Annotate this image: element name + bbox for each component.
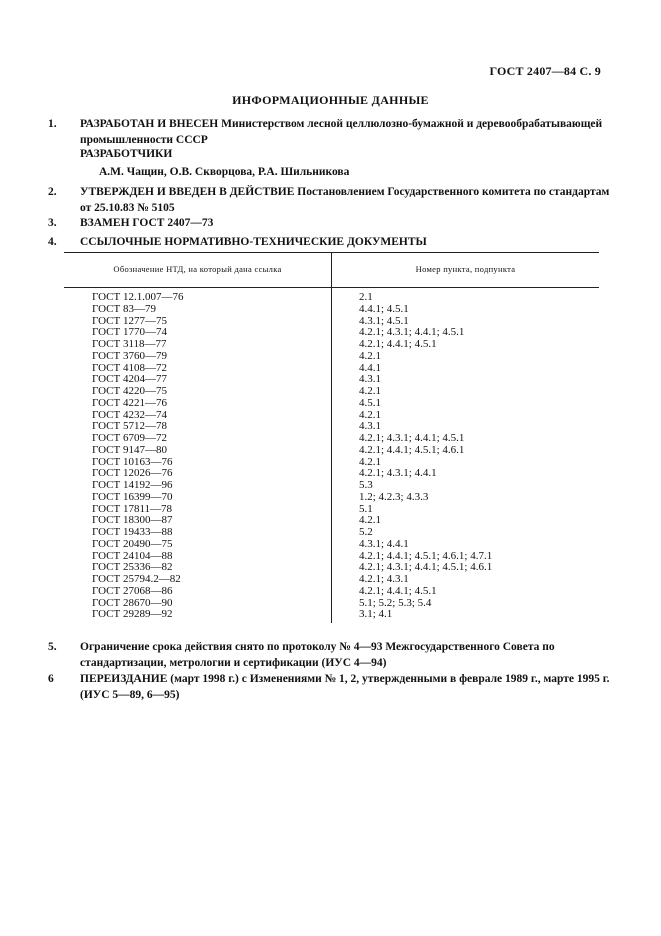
- table-cell-document: ГОСТ 83—79: [92, 302, 156, 315]
- table-header-document: Обозначение НТД, на который дана ссылка: [113, 264, 282, 274]
- table-cell-clauses: 4.2.1: [359, 349, 381, 362]
- section-6-number: 6: [48, 673, 54, 685]
- page-header: ГОСТ 2407—84 С. 9: [489, 64, 601, 78]
- table-cell-document: ГОСТ 24104—88: [92, 549, 173, 562]
- table-cell-clauses: 4.2.1; 4.3.1; 4.4.1: [359, 467, 437, 480]
- table-cell-document: ГОСТ 20490—75: [92, 537, 173, 550]
- developers-names: А.М. Чащин, О.В. Скворцова, Р.А. Шильникова: [99, 166, 350, 178]
- table-cell-clauses: 4.3.1: [359, 373, 381, 386]
- section-3-number: 3.: [48, 217, 57, 229]
- table-cell-document: ГОСТ 14192—96: [92, 479, 173, 491]
- table-column-clauses: [359, 292, 492, 621]
- table-cell-document: ГОСТ 16399—70: [92, 490, 173, 503]
- section-4: [48, 234, 618, 250]
- table-cell-document: ГОСТ 17811—78: [92, 502, 173, 515]
- table-cell-document: ГОСТ 4204—77: [92, 373, 167, 386]
- table-cell-clauses: 4.2.1: [359, 385, 381, 397]
- table-header-clause: Номер пункта, подпункта: [415, 264, 516, 274]
- table-cell-clauses: 4.3.1; 4.4.1: [359, 537, 409, 550]
- table-cell-clauses: 3.1; 4.1: [359, 608, 393, 621]
- table-cell-document: ГОСТ 4220—75: [92, 385, 167, 397]
- table-cell-clauses: 4.2.1: [359, 514, 381, 527]
- table-cell-clauses: 5.3: [359, 479, 373, 491]
- table-cell-document: ГОСТ 6709—72: [92, 432, 167, 444]
- table-cell-clauses: 4.2.1; 4.3.1; 4.4.1; 4.5.1; 4.6.1: [359, 561, 493, 574]
- table-cell-clauses: 5.2: [359, 526, 373, 538]
- table-cell-clauses: 4.2.1; 4.4.1; 4.5.1: [359, 584, 437, 597]
- section-4-number: 4.: [48, 236, 57, 248]
- table-cell-clauses: 4.2.1; 4.3.1; 4.4.1; 4.5.1: [359, 432, 465, 444]
- section-2: [48, 184, 618, 216]
- table-cell-document: ГОСТ 1277—75: [92, 314, 167, 327]
- section-6-text: ПЕРЕИЗДАНИЕ (март 1998 г.) с Изменениями № 1, 2, утвержденными в феврале 1989 г., марте 1995 г. (ИУС 5—89, 6—95): [80, 673, 610, 701]
- table-cell-clauses: 4.3.1: [359, 420, 381, 433]
- table-cell-clauses: 4.4.1; 4.5.1: [359, 302, 409, 315]
- section-5-text: Ограничение срока действия снято по протоколу № 4—93 Межгосударственного Совета по стандартизации, метрологии и сертификации (ИУС 4—94): [80, 641, 555, 669]
- table-cell-document: ГОСТ 27068—86: [92, 584, 173, 597]
- developers-label: РАЗРАБОТЧИКИ: [80, 148, 173, 160]
- section-2-number: 2.: [48, 186, 57, 198]
- section-2-text: Постановлением Государственного комитета по стандартам от 25.10.83 № 5105: [80, 186, 610, 214]
- table-cell-document: ГОСТ 3118—77: [92, 338, 167, 350]
- table-cell-document: ГОСТ 28670—90: [92, 596, 173, 609]
- section-2-heading: УТВЕРЖДЕН И ВВЕДЕН В ДЕЙСТВИЕ: [80, 186, 295, 198]
- table-cell-clauses: 4.2.1; 4.4.1; 4.5.1; 4.6.1; 4.7.1: [359, 549, 493, 562]
- table-cell-document: ГОСТ 12.1.007—76: [92, 291, 184, 303]
- table-cell-clauses: 2.1: [359, 291, 373, 303]
- table-cell-clauses: 4.2.1: [359, 408, 381, 421]
- table-cell-document: ГОСТ 25336—82: [92, 561, 173, 574]
- section-1-number: 1.: [48, 118, 57, 130]
- table-cell-clauses: 5.1; 5.2; 5.3; 5.4: [359, 596, 432, 609]
- table-cell-clauses: 4.2.1; 4.4.1; 4.5.1: [359, 338, 437, 350]
- section-1-text: Министерством лесной целлюлозно-бумажной и деревообрабатывающей промышленности СССР: [80, 118, 603, 146]
- table-column-divider: [331, 252, 332, 623]
- table-column-documents: [92, 292, 183, 621]
- section-3-text: ВЗАМЕН ГОСТ 2407—73: [80, 217, 214, 229]
- section-1: [48, 116, 618, 148]
- table-cell-clauses: 4.2.1; 4.4.1; 4.5.1; 4.6.1: [359, 443, 465, 456]
- table-cell-document: ГОСТ 29289—92: [92, 608, 173, 621]
- table-cell-clauses: 1.2; 4.2.3; 4.3.3: [359, 490, 429, 503]
- table-cell-clauses: 4.2.1; 4.3.1: [359, 573, 409, 585]
- table-cell-clauses: 4.2.1; 4.3.1; 4.4.1; 4.5.1: [359, 326, 465, 339]
- table-cell-document: ГОСТ 4221—76: [92, 396, 167, 409]
- table-cell-document: ГОСТ 5712—78: [92, 420, 167, 433]
- page-title: ИНФОРМАЦИОННЫЕ ДАННЫЕ: [232, 93, 429, 107]
- section-4-text: ССЫЛОЧНЫЕ НОРМАТИВНО-ТЕХНИЧЕСКИЕ ДОКУМЕНТЫ: [80, 236, 427, 248]
- table-cell-document: ГОСТ 25794.2—82: [92, 573, 181, 585]
- table-cell-clauses: 4.4.1: [359, 361, 381, 374]
- table-cell-document: ГОСТ 18300—87: [92, 514, 173, 527]
- table-cell-document: ГОСТ 4232—74: [92, 408, 167, 421]
- table-cell-document: ГОСТ 10163—76: [92, 455, 173, 468]
- section-5: [48, 639, 618, 671]
- table-cell-document: ГОСТ 4108—72: [92, 361, 167, 374]
- table-cell-document: ГОСТ 3760—79: [92, 349, 167, 362]
- table-cell-clauses: 4.3.1; 4.5.1: [359, 314, 409, 327]
- table-cell-document: ГОСТ 12026—76: [92, 467, 173, 480]
- section-5-number: 5.: [48, 641, 57, 653]
- table-cell-document: ГОСТ 1770—74: [92, 326, 167, 339]
- table-cell-document: ГОСТ 19433—88: [92, 526, 173, 538]
- table-cell-clauses: 5.1: [359, 502, 373, 515]
- table-cell-document: ГОСТ 9147—80: [92, 443, 167, 456]
- table-cell-clauses: 4.5.1: [359, 396, 381, 409]
- section-6: [48, 671, 618, 703]
- table-cell-clauses: 4.2.1: [359, 455, 381, 468]
- section-1-heading: РАЗРАБОТАН И ВНЕСЕН: [80, 118, 219, 130]
- section-3: [48, 215, 618, 231]
